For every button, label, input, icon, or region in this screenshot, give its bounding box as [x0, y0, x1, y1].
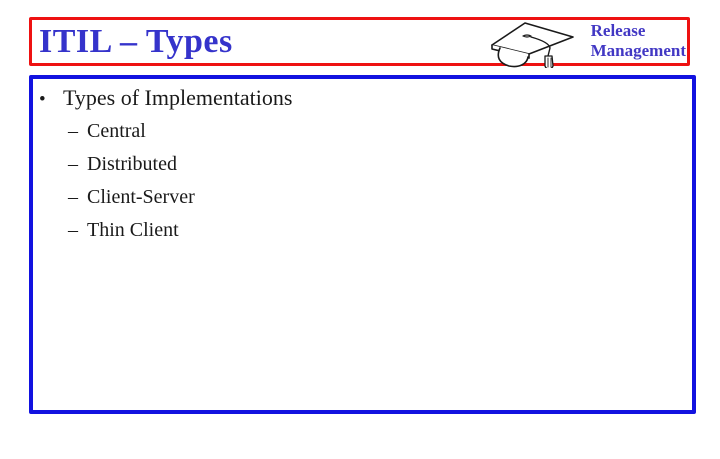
list-item — [68, 219, 692, 241]
slide-title: ITIL – Types — [39, 23, 233, 60]
badge-line-2: Management — [590, 41, 686, 60]
title-bar — [29, 17, 690, 66]
sub-bullet-text: Central — [87, 120, 146, 142]
dash-marker: – — [68, 120, 78, 142]
list-item — [68, 186, 692, 208]
dash-marker: – — [68, 186, 78, 208]
dash-marker: – — [68, 153, 78, 175]
badge-line-1: Release — [590, 21, 646, 40]
sub-bullet-text: Thin Client — [87, 219, 179, 241]
main-bullet — [39, 85, 692, 113]
dash-marker: – — [68, 219, 78, 241]
content-box — [29, 75, 696, 414]
list-item — [68, 120, 692, 142]
badge-text — [591, 21, 686, 61]
sub-bullet-list — [68, 120, 692, 241]
sub-bullet-text: Client-Server — [87, 186, 195, 208]
graduation-cap-icon — [487, 14, 579, 68]
sub-bullet-text: Distributed — [87, 153, 177, 175]
main-bullet-text: Types of Implementations — [63, 85, 293, 110]
list-item — [68, 153, 692, 175]
bullet-marker: • — [39, 89, 46, 110]
